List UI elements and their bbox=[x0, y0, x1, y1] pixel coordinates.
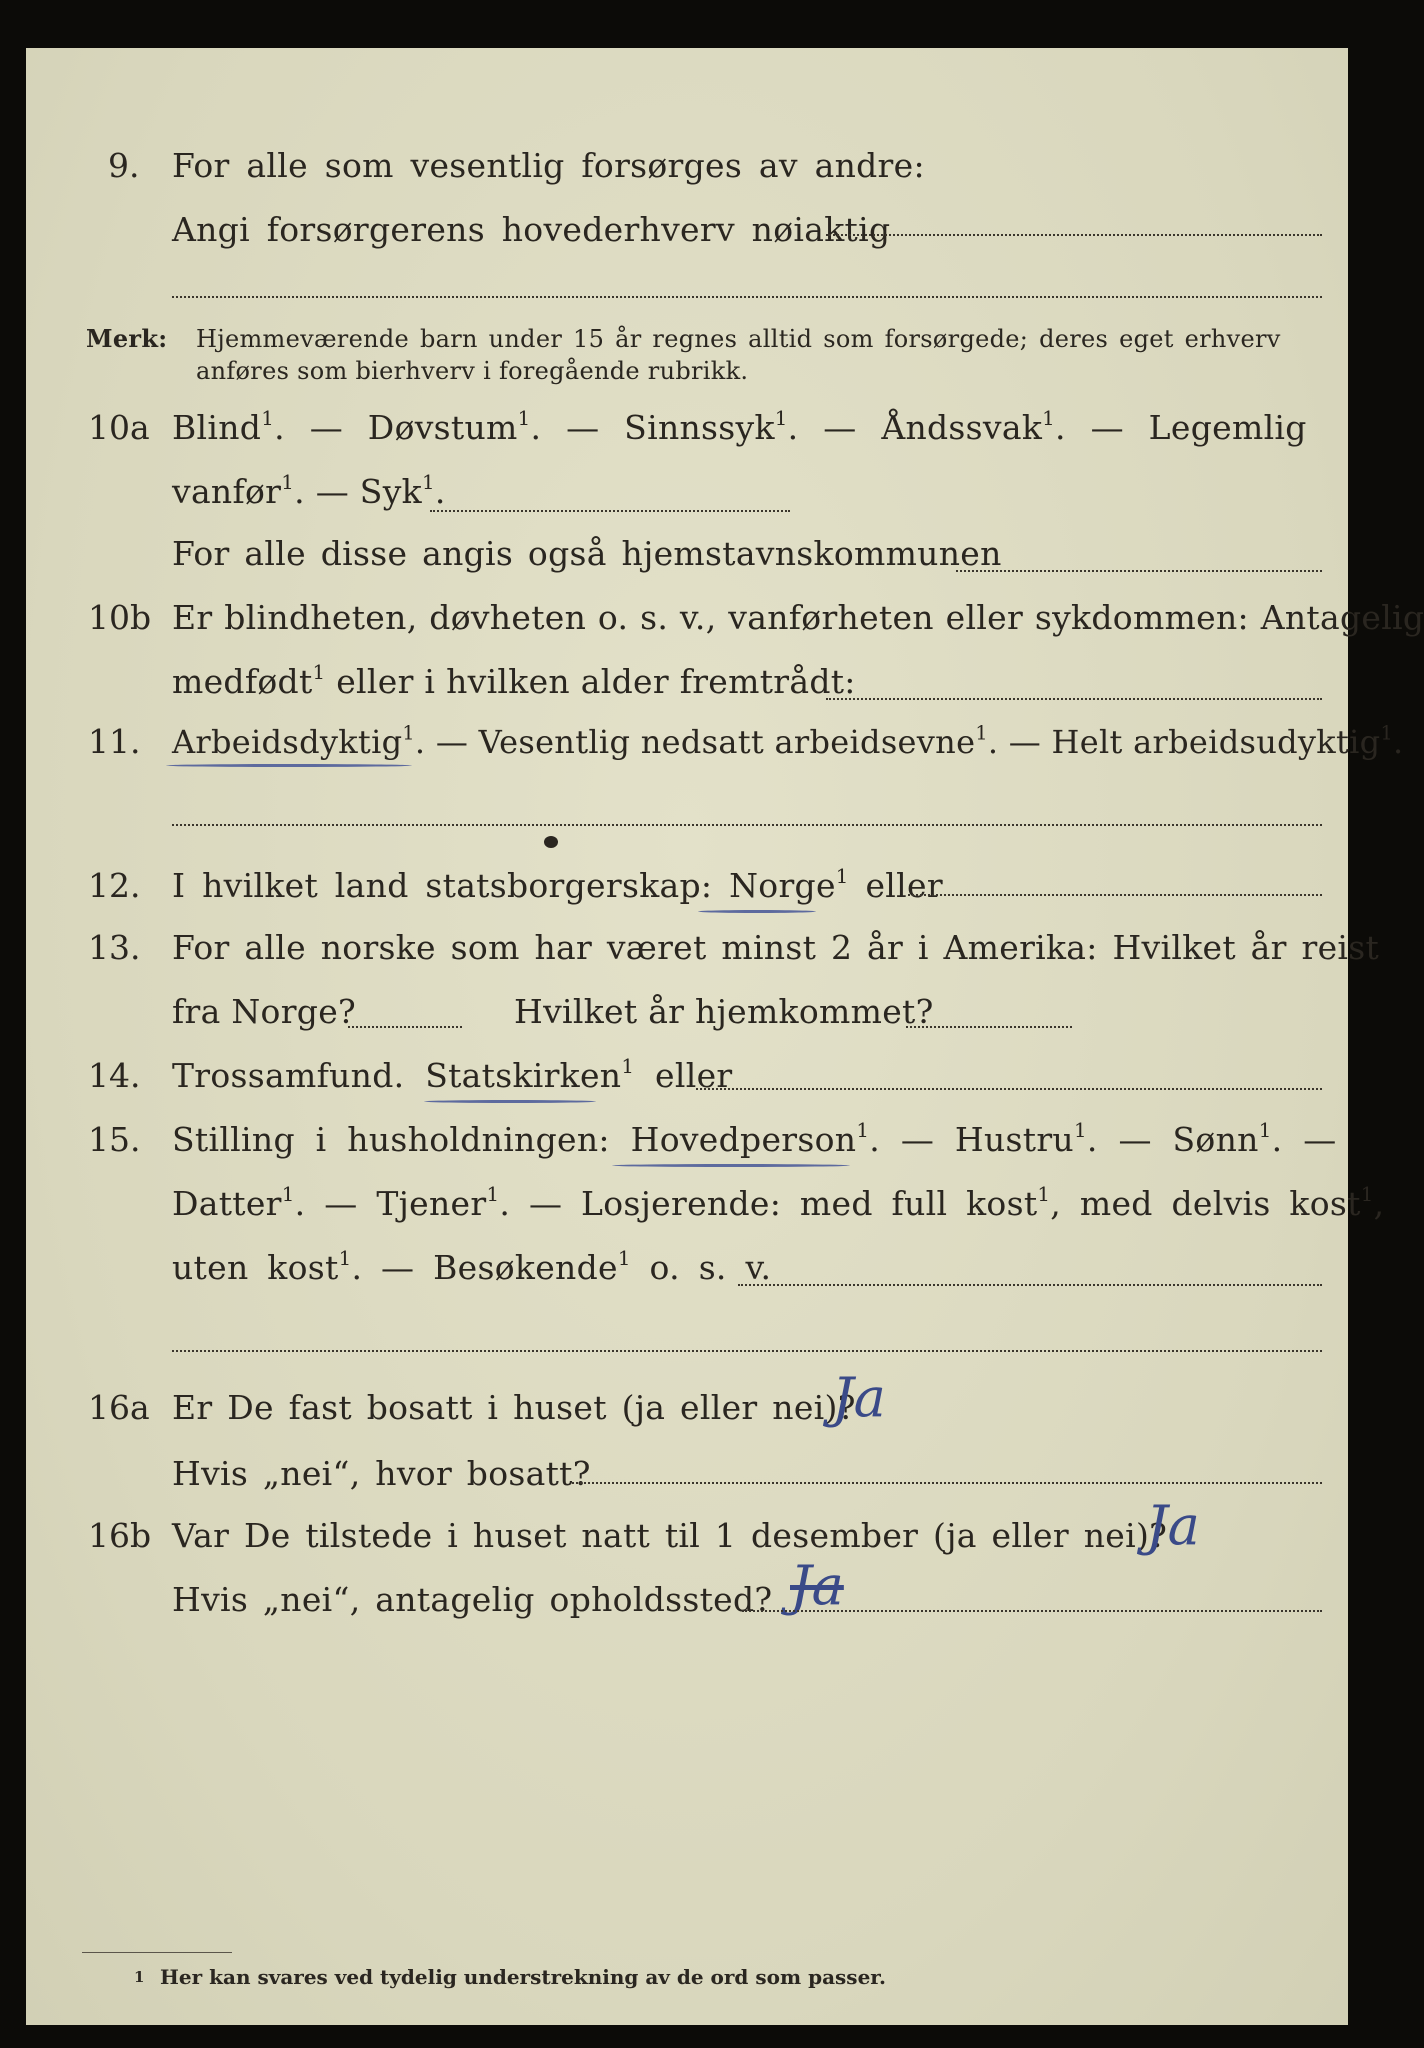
q13-line1: For alle norske som har været minst 2 år i Amerika: Hvilket år reist bbox=[172, 928, 1380, 967]
q10a-number: 10a bbox=[88, 408, 150, 447]
footnote-text: Her kan svares ved tydelig understrekning av de ord som passer. bbox=[160, 1965, 886, 1989]
q15-handwritten-underline bbox=[612, 1164, 850, 1167]
q13-number: 13. bbox=[88, 928, 141, 967]
q13-year-home-line[interactable] bbox=[906, 1026, 1072, 1028]
q15-line1: Stilling i husholdningen: Hovedperson$^1$. — Hustru$^1$. — Sønn$^1$. — bbox=[172, 1119, 1337, 1159]
q15-line2: Datter$^1$. — Tjener$^1$. — Losjerende: med full kost$^1$, med delvis kost$^1$, bbox=[172, 1183, 1385, 1223]
q13-line2b: Hvilket år hjemkommet? bbox=[514, 992, 934, 1031]
q16b-handwritten-struck-answer: Ja bbox=[790, 1554, 844, 1617]
q11-line1: Arbeidsdyktig$^1$. — Vesentlig nedsatt arbeidsevne$^1$. — Helt arbeidsudyktig$^1$. bbox=[172, 721, 1404, 761]
q9-line1: For alle som vesentlig forsørges av andre: bbox=[172, 146, 925, 185]
q16a-number: 16a bbox=[88, 1388, 150, 1427]
q16b-number: 16b bbox=[88, 1516, 152, 1555]
ink-blot bbox=[544, 836, 558, 848]
q13-year-left-line[interactable] bbox=[348, 1026, 462, 1028]
q9-answer-line[interactable] bbox=[826, 234, 1322, 236]
q14-handwritten-underline bbox=[424, 1100, 596, 1103]
q11-number: 11. bbox=[88, 722, 141, 761]
q10a-hjemstavn-line[interactable] bbox=[956, 570, 1322, 572]
q10a-answer-line[interactable] bbox=[430, 510, 790, 512]
q14-line1: Trossamfund. Statskirken$^1$ eller bbox=[172, 1055, 733, 1095]
q16a-line1: Er De fast bosatt i huset (ja eller nei)? bbox=[172, 1388, 856, 1427]
q16b-answer-line[interactable] bbox=[742, 1610, 1322, 1612]
q10a-line1: Blind$^1$. — Døvstum$^1$. — Sinnssyk$^1$. — Åndssvak$^1$. — Legemlig bbox=[172, 407, 1307, 447]
q15-line3: uten kost$^1$. — Besøkende$^1$ o. s. v. bbox=[172, 1247, 772, 1287]
q9-line2: Angi forsørgerens hovederhverv nøiaktig bbox=[172, 210, 891, 249]
merk-label: Merk: bbox=[86, 324, 168, 353]
q16a-handwritten-answer: Ja bbox=[832, 1366, 886, 1429]
q10a-line2: vanfør$^1$. — Syk$^1$. bbox=[172, 471, 446, 511]
q12-handwritten-underline bbox=[698, 910, 816, 913]
q9-number: 9. bbox=[108, 146, 140, 185]
q15-answer-line[interactable] bbox=[738, 1284, 1322, 1286]
census-form-page bbox=[26, 48, 1424, 2025]
q12-answer-line[interactable] bbox=[908, 894, 1322, 896]
q12-number: 12. bbox=[88, 866, 141, 905]
q12-line1: I hvilket land statsborgerskap: Norge$^1$ eller bbox=[172, 865, 943, 905]
q15-answer-line2[interactable] bbox=[172, 1350, 1322, 1352]
q10b-number: 10b bbox=[88, 598, 152, 637]
q14-answer-line[interactable] bbox=[696, 1088, 1322, 1090]
q13-line2a: fra Norge? bbox=[172, 992, 357, 1031]
merk-line2: anføres som bierhverv i foregående rubrikk. bbox=[196, 357, 749, 385]
q16a-answer-line[interactable] bbox=[572, 1482, 1322, 1484]
q16b-line2: Hvis „nei“, antagelig opholdssted? bbox=[172, 1580, 773, 1619]
q16a-line2: Hvis „nei“, hvor bosatt? bbox=[172, 1454, 591, 1493]
merk-line1: Hjemmeværende barn under 15 år regnes alltid som forsørgede; deres eget erhverv bbox=[196, 325, 1281, 353]
footnote-rule bbox=[82, 1952, 232, 1953]
q16b-line1: Var De tilstede i huset natt til 1 desember (ja eller nei)? bbox=[172, 1516, 1168, 1555]
q10b-line2: medfødt$^1$ eller i hvilken alder fremtrådt: bbox=[172, 661, 856, 701]
q10b-line1: Er blindheten, døvheten o. s. v., vanførheten eller sykdommen: Antagelig bbox=[172, 598, 1424, 637]
q9-answer-line2[interactable] bbox=[172, 296, 1322, 298]
footnote-mark: 1 bbox=[134, 1968, 145, 1986]
q11-answer-line[interactable] bbox=[172, 824, 1322, 826]
q16b-handwritten-answer: Ja bbox=[1146, 1494, 1200, 1557]
q10b-answer-line[interactable] bbox=[826, 698, 1322, 700]
q15-number: 15. bbox=[88, 1120, 141, 1159]
q10a-line3: For alle disse angis også hjemstavnskommunen bbox=[172, 534, 1002, 573]
q14-number: 14. bbox=[88, 1056, 141, 1095]
q11-handwritten-underline bbox=[166, 764, 412, 767]
